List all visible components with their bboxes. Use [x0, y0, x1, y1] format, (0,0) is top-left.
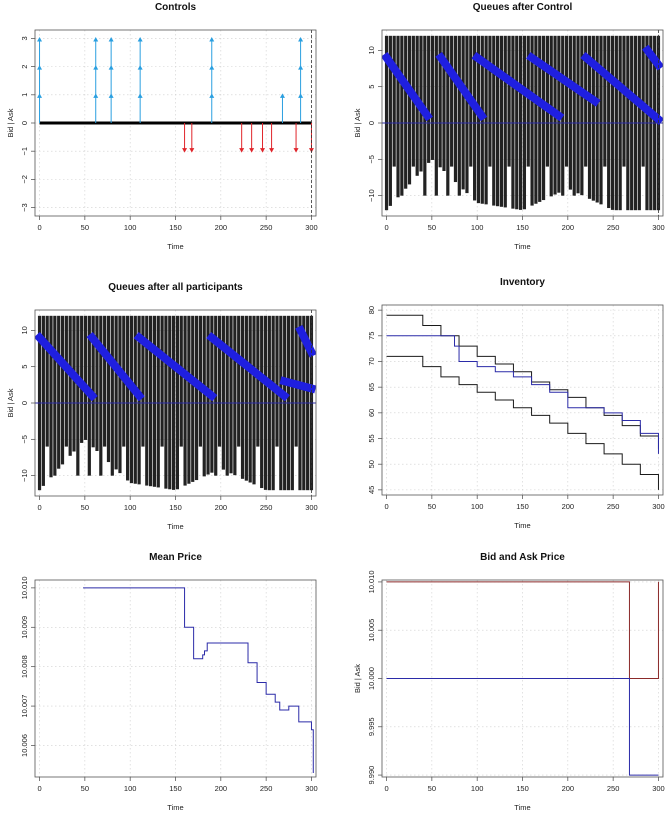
y-tick-label: −10 — [20, 469, 29, 483]
queue-bar — [450, 36, 453, 167]
x-tick-label: 0 — [384, 784, 389, 793]
x-tick-label: 300 — [305, 503, 318, 512]
chart-title: Inventory — [499, 277, 546, 288]
queue-bar — [576, 36, 579, 193]
queue-bar — [492, 36, 495, 206]
x-tick-label: 50 — [80, 223, 90, 232]
queue-bar — [157, 316, 160, 488]
stem-marker — [280, 93, 285, 98]
x-tick-label: 300 — [652, 223, 665, 232]
queue-bar — [622, 36, 625, 167]
stem-marker — [109, 65, 114, 70]
chart-title: Queues after Control — [472, 2, 573, 13]
stem-marker — [37, 37, 42, 42]
x-axis-label: Time — [514, 803, 531, 812]
queue-bar — [222, 316, 225, 470]
plot-area — [83, 588, 313, 773]
stem-marker — [189, 148, 194, 153]
queue-bar — [103, 316, 106, 447]
queue-bar — [183, 316, 186, 486]
queue-bar — [84, 316, 87, 440]
plot-area — [387, 582, 659, 775]
y-tick-label: 10.008 — [20, 655, 29, 679]
y-tick-label: 3 — [20, 36, 29, 41]
queue-bar — [260, 316, 263, 488]
x-tick-label: 300 — [652, 502, 665, 511]
stem-marker — [93, 93, 98, 98]
chart-bid-ask — [353, 552, 665, 812]
series-line — [83, 588, 313, 773]
y-tick-label: 75 — [367, 331, 376, 340]
x-tick-label: 100 — [470, 502, 484, 511]
queue-bar — [69, 316, 72, 456]
y-axis-label: Bid | Ask — [353, 108, 362, 138]
y-tick-label: 10 — [20, 326, 29, 335]
y-tick-label: −10 — [367, 189, 376, 203]
x-tick-label: 150 — [169, 784, 182, 793]
stem-marker — [294, 148, 299, 153]
y-axis-label: Bid | Ask — [353, 663, 362, 694]
stem-marker — [182, 148, 187, 153]
queue-bar — [275, 316, 278, 447]
x-tick-label: 100 — [470, 223, 484, 232]
x-axis-label: Time — [167, 242, 184, 251]
x-tick-label: 150 — [516, 784, 529, 793]
y-tick-label: 0 — [367, 120, 376, 126]
y-axis-label: Bid | Ask — [6, 388, 15, 418]
x-tick-label: 0 — [384, 502, 389, 511]
x-tick-label: 100 — [123, 223, 137, 232]
chart-title: Queues after all participants — [108, 282, 243, 293]
chart-title: Controls — [154, 2, 197, 13]
chart-queues-all — [6, 282, 318, 531]
stem-marker — [269, 148, 274, 153]
queue-bar — [435, 36, 438, 196]
x-tick-label: 100 — [470, 784, 484, 793]
x-tick-label: 250 — [259, 503, 273, 512]
stem-marker — [109, 93, 114, 98]
y-tick-label: 10.009 — [20, 615, 29, 639]
queue-bar — [191, 316, 194, 482]
y-tick-label: 55 — [367, 434, 376, 443]
stem-marker — [109, 37, 114, 42]
queue-bar — [57, 316, 60, 469]
stem-marker — [93, 37, 98, 42]
x-tick-label: 0 — [37, 784, 42, 793]
stem-marker — [298, 93, 303, 98]
queue-bar — [233, 316, 236, 475]
queue-bar — [603, 36, 606, 167]
x-tick-label: 200 — [561, 502, 575, 511]
x-tick-label: 0 — [384, 223, 389, 232]
stem-marker — [239, 148, 244, 153]
queue-bar — [241, 316, 244, 479]
plot-area — [35, 310, 316, 496]
queue-bar — [488, 36, 491, 167]
y-axis-label: Bid | Ask — [6, 108, 15, 138]
y-tick-label: 10.000 — [367, 667, 376, 690]
queue-bar — [218, 316, 221, 447]
queue-bar — [596, 36, 599, 203]
queue-bar — [396, 36, 399, 197]
queue-bar — [393, 36, 396, 167]
stem-marker — [138, 65, 143, 70]
queue-bar — [427, 36, 430, 163]
stem-marker — [138, 93, 143, 98]
x-tick-label: 150 — [516, 223, 529, 232]
stem-marker — [138, 37, 143, 42]
x-tick-label: 150 — [169, 223, 182, 232]
x-tick-label: 250 — [606, 784, 620, 793]
y-tick-label: 45 — [367, 485, 376, 495]
chart-title: Mean Price — [149, 552, 202, 563]
x-tick-label: 150 — [516, 502, 529, 511]
x-axis-label: Time — [167, 803, 184, 812]
queue-bar — [249, 316, 252, 483]
chart-controls — [6, 2, 318, 251]
queue-bar — [76, 316, 79, 476]
queue-bar — [569, 36, 572, 190]
stem-marker — [93, 65, 98, 70]
y-tick-label: −1 — [20, 146, 29, 156]
plot-frame — [35, 580, 316, 777]
queue-bar — [130, 316, 133, 483]
queue-bar — [195, 316, 198, 480]
y-tick-label: 0 — [20, 120, 29, 126]
queue-bar — [465, 36, 468, 193]
y-tick-label: 0 — [20, 400, 29, 406]
y-tick-label: 60 — [367, 408, 376, 418]
queue-bar — [99, 316, 102, 476]
plot-area — [382, 30, 663, 216]
x-tick-label: 50 — [80, 784, 90, 793]
queue-bar — [65, 316, 68, 447]
queue-bar — [46, 316, 49, 447]
x-tick-label: 50 — [427, 223, 437, 232]
y-tick-label: 10 — [367, 46, 376, 55]
stem-marker — [260, 148, 265, 153]
y-tick-label: 9.995 — [367, 717, 376, 737]
queue-bar — [408, 36, 411, 185]
y-tick-label: 10.005 — [367, 618, 376, 642]
x-tick-label: 250 — [259, 784, 273, 793]
queue-bar — [245, 316, 248, 481]
queue-bar — [400, 36, 403, 196]
queue-bar — [607, 36, 610, 208]
queue-bar — [496, 36, 499, 206]
queue-bar — [160, 316, 163, 447]
x-tick-label: 0 — [37, 503, 42, 512]
queue-bar — [454, 36, 457, 182]
stem-marker — [249, 148, 254, 153]
x-tick-label: 50 — [80, 503, 90, 512]
y-tick-label: 65 — [367, 382, 376, 392]
y-tick-label: −5 — [367, 155, 376, 164]
chart-title: Bid and Ask Price — [480, 552, 565, 563]
queue-bar — [49, 316, 52, 477]
x-tick-label: 300 — [305, 784, 318, 793]
chart-mean-price — [20, 552, 318, 812]
queue-bar — [550, 36, 553, 197]
queue-bar — [404, 36, 407, 189]
queue-bar — [252, 316, 255, 485]
stem-marker — [37, 93, 42, 98]
queue-bar — [226, 316, 229, 476]
x-tick-label: 50 — [427, 784, 437, 793]
plot-area — [37, 30, 314, 216]
y-tick-label: 9.990 — [367, 765, 376, 785]
queue-bar — [203, 316, 206, 477]
queue-bar — [546, 36, 549, 167]
queue-bar — [187, 316, 190, 484]
y-tick-label: −3 — [20, 203, 29, 212]
chart-inventory — [367, 277, 665, 530]
y-tick-label: 10.006 — [20, 734, 29, 757]
y-tick-label: 5 — [20, 364, 29, 369]
y-tick-label: 2 — [20, 64, 29, 69]
stem-marker — [209, 93, 214, 98]
queue-bar — [180, 316, 183, 447]
stem-marker — [37, 65, 42, 70]
queue-bar — [599, 36, 602, 205]
queue-bar — [462, 36, 465, 190]
queue-bar — [229, 316, 232, 473]
x-tick-label: 300 — [652, 784, 665, 793]
queue-bar — [164, 316, 167, 489]
x-tick-label: 200 — [561, 223, 575, 232]
x-tick-label: 200 — [214, 784, 228, 793]
x-tick-label: 200 — [214, 503, 228, 512]
x-tick-label: 300 — [305, 223, 318, 232]
queue-bar — [431, 36, 434, 160]
x-tick-label: 200 — [561, 784, 575, 793]
queue-bar — [115, 316, 118, 470]
queue-bar — [61, 316, 64, 465]
queue-bar — [53, 316, 56, 476]
y-tick-label: −5 — [20, 435, 29, 444]
y-tick-label: 10.010 — [20, 576, 29, 600]
queue-bar — [237, 316, 240, 447]
x-tick-label: 100 — [123, 784, 137, 793]
stem-marker — [209, 65, 214, 70]
queue-bar — [256, 316, 259, 447]
queue-bar — [507, 36, 510, 167]
y-tick-label: 80 — [367, 305, 376, 315]
x-tick-label: 200 — [214, 223, 228, 232]
queue-bar — [458, 36, 461, 196]
chart-queues-control — [353, 2, 665, 251]
queue-bar — [134, 316, 137, 484]
queue-bar — [565, 36, 568, 167]
x-tick-label: 150 — [169, 503, 182, 512]
x-tick-label: 100 — [123, 503, 137, 512]
x-axis-label: Time — [514, 521, 531, 530]
stem-marker — [298, 65, 303, 70]
y-tick-label: 10.010 — [367, 570, 376, 594]
queue-bar — [504, 36, 507, 208]
x-tick-label: 250 — [606, 223, 620, 232]
queue-bar — [111, 316, 114, 476]
x-tick-label: 0 — [37, 223, 42, 232]
x-axis-label: Time — [514, 242, 531, 251]
queue-bar — [126, 316, 129, 481]
x-tick-label: 50 — [427, 502, 437, 511]
queue-bar — [107, 316, 110, 462]
y-tick-label: 50 — [367, 460, 376, 469]
stem-marker — [209, 37, 214, 42]
queue-bar — [511, 36, 514, 209]
queue-bar — [153, 316, 156, 487]
stem-marker — [298, 37, 303, 42]
queue-bar — [573, 36, 576, 196]
queue-bar — [72, 316, 75, 452]
y-tick-label: 1 — [20, 92, 29, 97]
x-tick-label: 250 — [259, 223, 273, 232]
queue-bar — [118, 316, 121, 473]
y-tick-label: 5 — [367, 84, 376, 89]
x-axis-label: Time — [167, 522, 184, 531]
x-tick-label: 250 — [606, 502, 620, 511]
queue-bar — [500, 36, 503, 207]
y-tick-label: −2 — [20, 175, 29, 184]
y-tick-label: 70 — [367, 357, 376, 366]
y-tick-label: 10.007 — [20, 694, 29, 718]
